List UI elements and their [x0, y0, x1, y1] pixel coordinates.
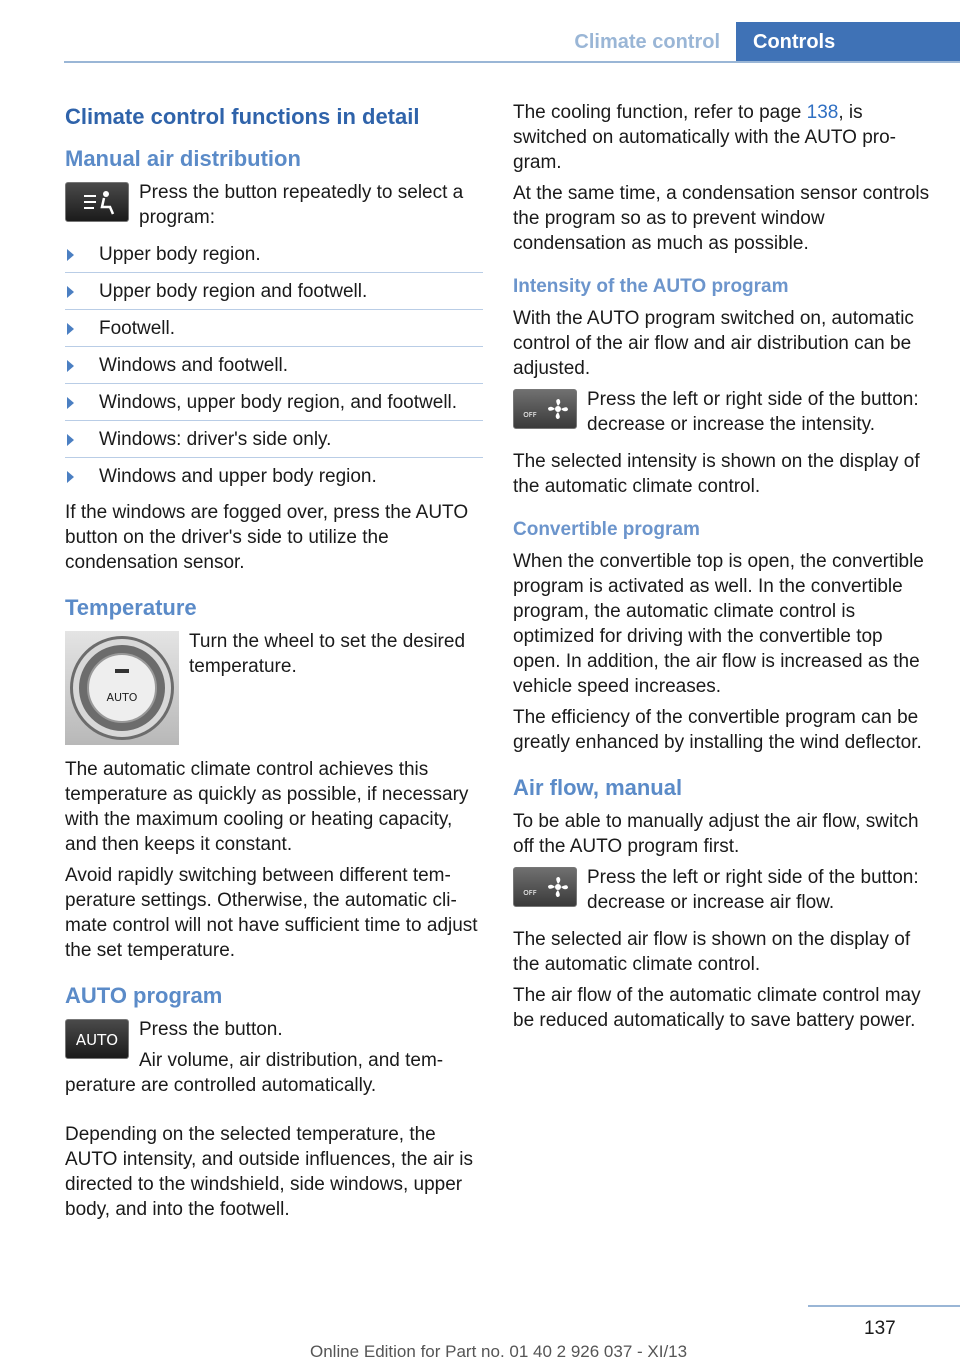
temperature-intro: Turn the wheel to set the desired temperature.: [189, 631, 466, 677]
bullet-triangle-icon: [67, 434, 74, 446]
page-link[interactable]: 138: [806, 102, 839, 123]
auto-heading: AUTO program: [65, 983, 223, 1008]
right-column: [513, 100, 933, 1039]
airflow-p1: To be able to manually adjust the air flow, switch off the AUTO program first.: [513, 811, 919, 857]
list-item: Windows and footwell.: [65, 353, 483, 384]
page-title: Climate control functions in detail: [65, 104, 420, 129]
manual-intro-block: [65, 180, 483, 236]
bullet-triangle-icon: [67, 249, 74, 261]
convertible-p2: The efficiency of the convertible program can be greatly enhanced by installing the wind deflector.: [513, 707, 922, 753]
manual-note: If the windows are fogged over, press the AUTO button on the driver's side to utilize the condensation sensor.: [65, 502, 469, 573]
svg-text:OFF: OFF: [523, 889, 537, 897]
temperature-p1: The automatic climate control achieves this temperature as quickly as possible, if necessary with the maximum cooling or heating capacity, and then keeps it constant.: [65, 759, 469, 855]
footer-rule: [808, 1305, 960, 1307]
temperature-heading: Temperature: [65, 595, 197, 620]
svg-text:OFF: OFF: [523, 411, 537, 419]
list-item: Windows, upper body region, and footwell.: [65, 390, 483, 421]
bullet-triangle-icon: [67, 286, 74, 298]
auto-button-icon: [65, 1019, 129, 1059]
temperature-intro-block: [65, 629, 483, 751]
airflow-instruction: Press the left or right side of the button: decrease or increase air flow.: [587, 867, 919, 913]
list-item: Windows and upper body region.: [65, 464, 483, 494]
list-item: Windows: driver's side only.: [65, 427, 483, 458]
temperature-p2: Avoid rapidly switching between different temperature settings. Otherwise, the automatic climate control will not have sufficient time to adjust the set temperature.: [65, 865, 478, 961]
intensity-p2: The selected intensity is shown on the display of the automatic climate control.: [513, 451, 920, 497]
auto-line2: Air volume, air distribution, and temperature are controlled automatically.: [65, 1050, 444, 1096]
auto-line1: Press the button.: [139, 1019, 283, 1040]
airflow-instr-block: [513, 865, 933, 921]
airflow-p2: The selected air flow is shown on the display of the automatic climate control.: [513, 929, 911, 975]
intensity-p1: With the AUTO program switched on, automatic control of the air flow and air distribution can be adjusted.: [513, 308, 914, 379]
left-column: [65, 100, 483, 1228]
cooling-paragraph: The cooling function, refer to page 138, is switched on automatically with the AUTO program.: [513, 102, 896, 173]
header-tab: [736, 22, 960, 62]
bullet-triangle-icon: [67, 360, 74, 372]
convertible-heading: Convertible program: [513, 519, 700, 540]
svg-text:AUTO: AUTO: [75, 1031, 119, 1049]
manual-heading: Manual air distribution: [65, 146, 301, 171]
fan-button-icon: [513, 867, 577, 907]
list-item: Upper body region and footwell.: [65, 279, 483, 310]
intensity-instruction: Press the left or right side of the button: decrease or increase the intensity.: [587, 389, 919, 435]
program-list: [65, 242, 483, 494]
header-rule: [64, 61, 960, 63]
auto-p1: Depending on the selected temperature, the AUTO intensity, and outside influences, the air is directed to the windshield, side windows, upper body, and into the footwell.: [65, 1124, 474, 1220]
bullet-triangle-icon: [67, 471, 74, 483]
svg-text:AUTO: AUTO: [106, 691, 138, 704]
header-tab-label: Controls: [753, 31, 836, 53]
auto-intro-block: [65, 1017, 483, 1116]
list-item: Footwell.: [65, 316, 483, 347]
page-number: 137: [864, 1318, 896, 1339]
intensity-heading: Intensity of the AUTO program: [513, 276, 789, 297]
page-header: [0, 0, 960, 62]
fan-button-icon: [513, 389, 577, 429]
edition-text: Online Edition for Part no. 01 40 2 926 037 - XI/13: [310, 1342, 688, 1361]
temperature-knob-icon: [65, 631, 179, 745]
header-section: Climate control: [574, 31, 720, 53]
airflow-p3: The air flow of the automatic climate control may be reduced automatically to save battery power.: [513, 985, 921, 1031]
bullet-triangle-icon: [67, 397, 74, 409]
manual-intro: Press the button repeatedly to select a program:: [139, 182, 464, 228]
list-item: Upper body region.: [65, 242, 483, 273]
intensity-instr-block: [513, 387, 933, 443]
airflow-heading: Air flow, manual: [513, 775, 683, 800]
convertible-p1: When the convertible top is open, the convertible program is activated as well. In the convertible program, the automatic climate control is optimized for driving with the convertible top open. In addition, the air flow is increased as the vehicle speed increases.: [513, 551, 924, 697]
bullet-triangle-icon: [67, 323, 74, 335]
condensation-paragraph: At the same time, a condensation sensor controls the program so as to prevent window condensation as much as possible.: [513, 183, 930, 254]
air-distribution-button-icon: [65, 182, 129, 222]
